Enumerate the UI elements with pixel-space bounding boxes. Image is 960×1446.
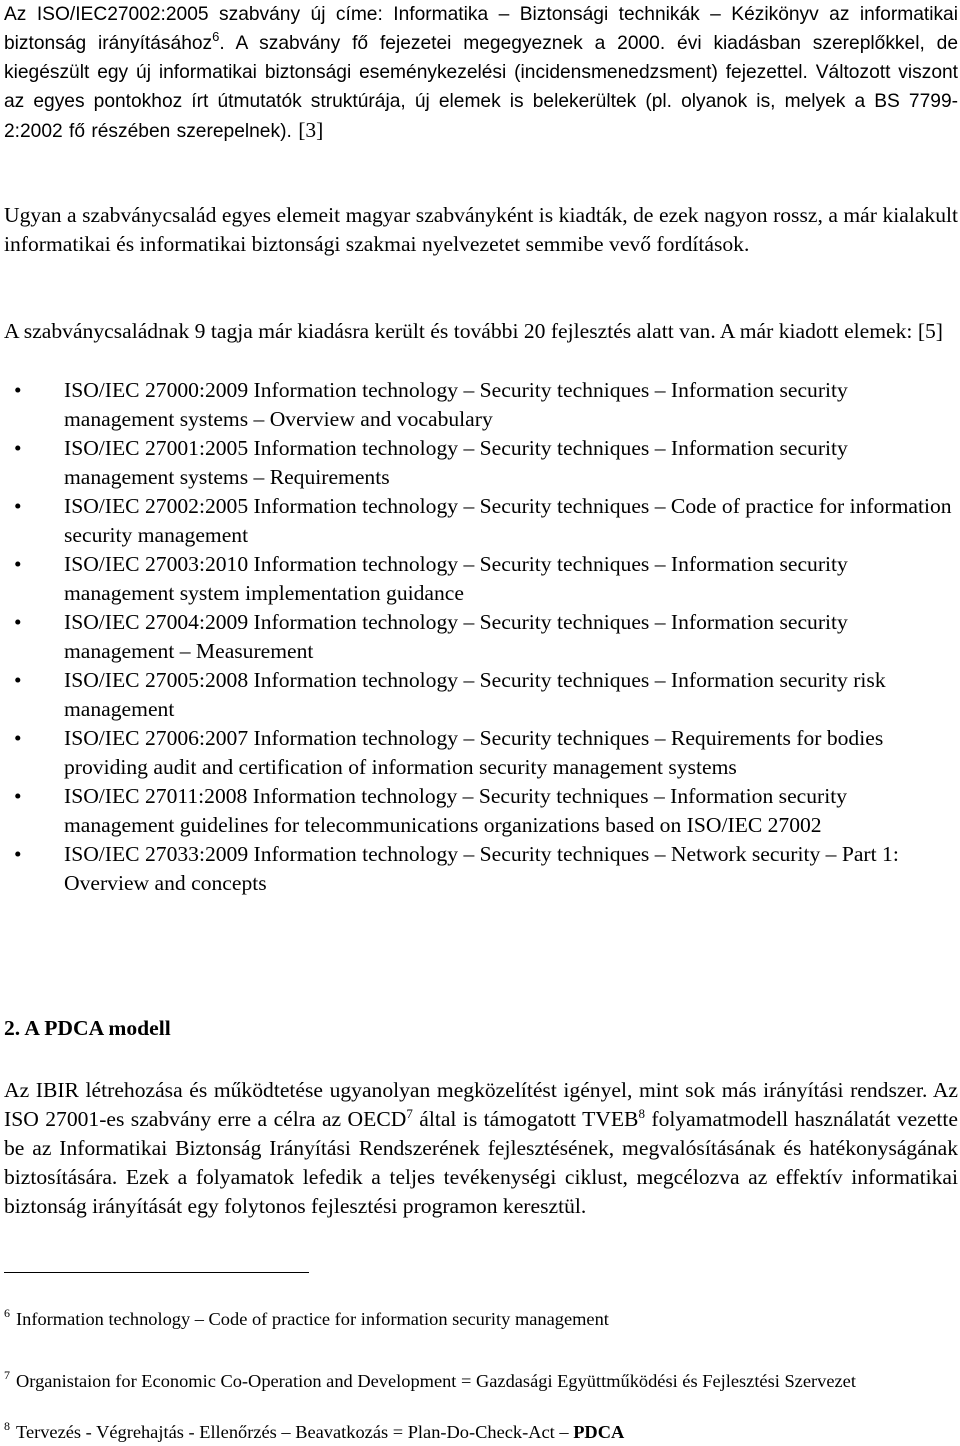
standard-title: Information technology – Security techniques – Information security management systems – Overview and vocabulary bbox=[64, 378, 848, 431]
standard-code: ISO/IEC 27011:2008 bbox=[64, 784, 248, 808]
footnote-8 bbox=[4, 1420, 958, 1444]
bullet-icon: • bbox=[14, 436, 22, 460]
paragraph-iso27002-intro bbox=[4, 0, 958, 146]
footnote-text-bold: PDCA bbox=[573, 1422, 625, 1442]
footnote-text: Tervezés - Végrehajtás - Ellenőrzés – Beavatkozás = Plan-Do-Check-Act – bbox=[16, 1422, 574, 1442]
standard-title: Information technology – Security techniques – Information security risk management bbox=[64, 668, 886, 721]
section-heading: 2. A PDCA modell bbox=[4, 1016, 171, 1040]
paragraph-text: Az ISO/IEC27002:2005 szabvány új címe: Informatika – Biztonsági technikák – Kézikönyv az informatikai biztonság irányításához bbox=[4, 4, 958, 54]
list-item bbox=[4, 608, 958, 666]
standard-code: ISO/IEC 27003:2010 bbox=[64, 552, 249, 576]
standard-code: ISO/IEC 27002:2005 bbox=[64, 494, 249, 518]
footnote-number: 6 bbox=[4, 1306, 10, 1320]
list-item bbox=[4, 782, 958, 840]
standard-code: ISO/IEC 27000:2009 bbox=[64, 378, 249, 402]
footnote-6 bbox=[4, 1307, 958, 1331]
paragraph-pdca bbox=[4, 1076, 958, 1221]
footnote-separator bbox=[4, 1272, 309, 1273]
standard-title: Information technology – Security techniques – Information security management systems – Requirements bbox=[64, 436, 848, 489]
list-item bbox=[4, 492, 958, 550]
bullet-icon: • bbox=[14, 784, 22, 808]
footnote-ref-7[interactable]: 7 bbox=[406, 1106, 413, 1121]
footnote-text: Information technology – Code of practice for information security management bbox=[16, 1309, 609, 1329]
bullet-icon: • bbox=[14, 552, 22, 576]
paragraph-text: . A szabvány fő fejezetei megegyeznek a 2000. évi kiadásban szereplőkkel, de kiegészült egy új informatikai biztonsági eseménykezelési (incidensmenedzsment) fejezettel. Változott viszont az egyes pontokhoz írt útmutatók struktúrája, új elemek is belekerültek (pl. olyanok is, melyek a BS 7799-2:2002 fő részében szerepelnek). bbox=[4, 33, 958, 142]
bullet-icon: • bbox=[14, 610, 22, 634]
footnote-text: Organistaion for Economic Co-Operation and Development = Gazdasági Együttműködési és Fejlesztési Szervezet bbox=[16, 1371, 856, 1391]
paragraph-text: által is támogatott TVEB bbox=[412, 1107, 639, 1131]
bullet-icon: • bbox=[14, 668, 22, 692]
standard-code: ISO/IEC 27004:2009 bbox=[64, 610, 249, 634]
standard-code: ISO/IEC 27001:2005 bbox=[64, 436, 249, 460]
standard-code: ISO/IEC 27033:2009 bbox=[64, 842, 249, 866]
citation-ref: [3] bbox=[291, 118, 324, 142]
paragraph-text: folyamatmodell használatát vezette be az Informatikai Biztonság Irányítási Rendszerének fejlesztésének, megvalósításának és hatékonyságának biztosítására. Ezek a folyamatok lefedik a teljes tevékenységi ciklust, megcélozva az effektív informatikai biztonság irányítását egy folytonos fejlesztési programon keresztül. bbox=[4, 1107, 959, 1218]
footnote-number: 7 bbox=[4, 1368, 10, 1382]
footnote-7 bbox=[4, 1369, 958, 1393]
list-item bbox=[4, 376, 958, 434]
bullet-icon: • bbox=[14, 378, 22, 402]
footnote-number: 8 bbox=[4, 1419, 10, 1433]
paragraph-text: Az IBIR létrehozása és működtetése ugyanolyan megközelítést igényel, mint sok más irányítási rendszer. Az ISO 27001-es szabvány erre a célra az OECD bbox=[4, 1078, 958, 1131]
standard-title: Information technology – Security techniques – Information security management guidelines for telecommunications organizations based on ISO/IEC 27002 bbox=[64, 784, 848, 837]
standards-list bbox=[4, 376, 958, 898]
standard-title: Information technology – Security techniques – Network security – Part 1: Overview and concepts bbox=[64, 842, 899, 895]
standard-code: ISO/IEC 27005:2008 bbox=[64, 668, 249, 692]
standard-title: Information technology – Security techniques – Requirements for bodies providing audit and certification of information security management systems bbox=[64, 726, 884, 779]
standard-title: Information technology – Security techniques – Information security management – Measurement bbox=[64, 610, 848, 663]
list-item bbox=[4, 840, 958, 898]
list-item bbox=[4, 550, 958, 608]
standard-code: ISO/IEC 27006:2007 bbox=[64, 726, 249, 750]
paragraph-translation-note: Ugyan a szabványcsalád egyes elemeit magyar szabványként is kiadták, de ezek nagyon rossz, a már kialakult informatikai és informatikai biztonsági szakmai nyelvezetet semmibe vevő fordítások. bbox=[4, 203, 958, 256]
list-item bbox=[4, 666, 958, 724]
standard-title: Information technology – Security techniques – Code of practice for information security management bbox=[64, 494, 952, 547]
list-item bbox=[4, 434, 958, 492]
list-item bbox=[4, 724, 958, 782]
bullet-icon: • bbox=[14, 726, 22, 750]
bullet-icon: • bbox=[14, 842, 22, 866]
bullet-icon: • bbox=[14, 494, 22, 518]
standard-title: Information technology – Security techniques – Information security management system implementation guidance bbox=[64, 552, 848, 605]
paragraph-family-status: A szabványcsaládnak 9 tagja már kiadásra került és további 20 fejlesztés alatt van. A már kiadott elemek: [5] bbox=[4, 319, 944, 343]
footnote-ref-8[interactable]: 8 bbox=[638, 1106, 645, 1121]
footnote-ref-6[interactable]: 6 bbox=[212, 29, 220, 44]
